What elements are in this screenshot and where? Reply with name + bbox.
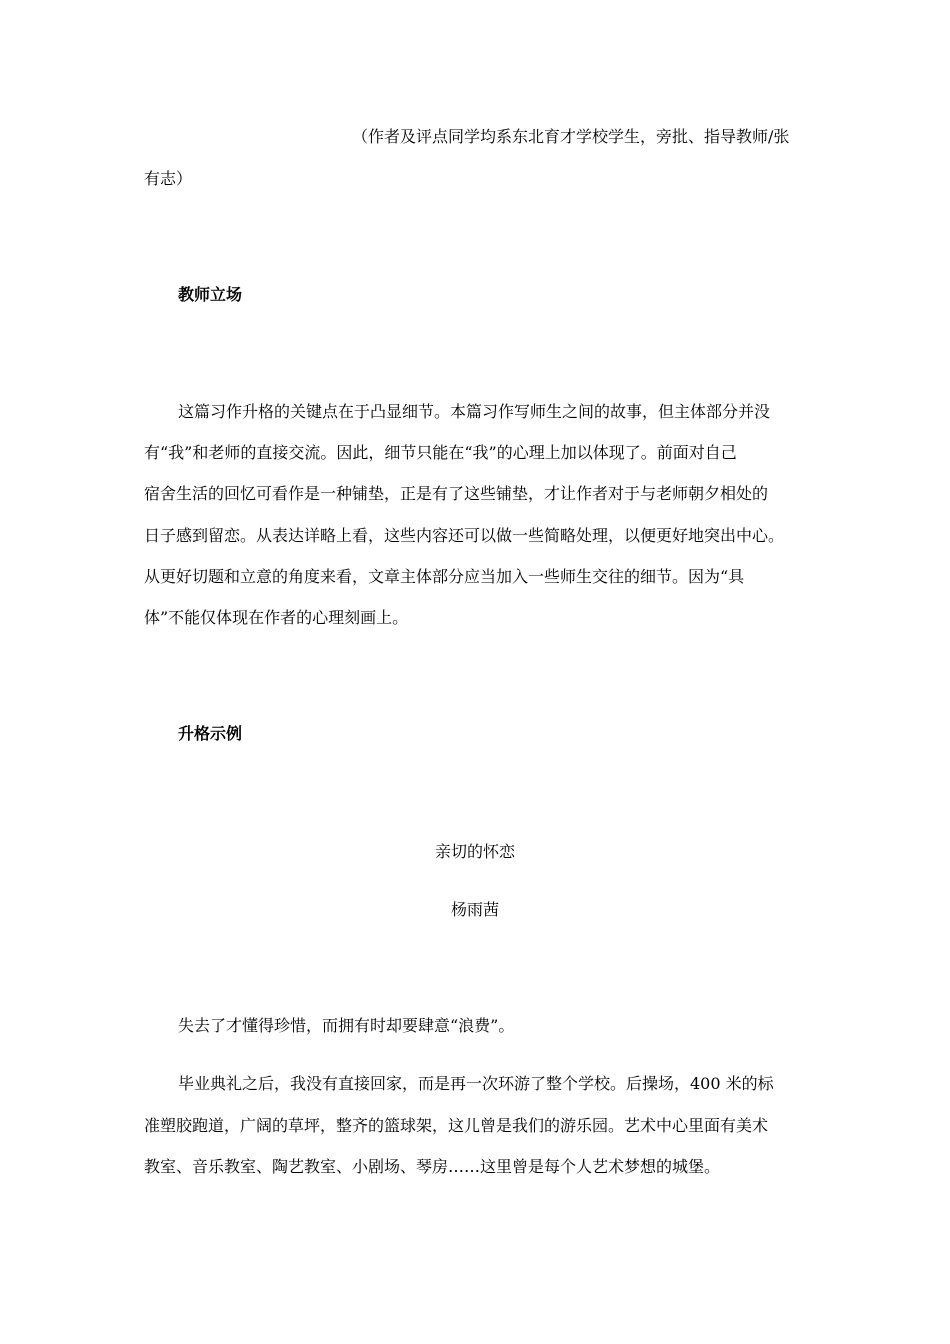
essay-paragraph-line: 教室、音乐教室、陶艺教室、小剧场、琴房……这里曾是每个人艺术梦想的城堡。 [144, 1157, 721, 1176]
example-section-heading: 升格示例 [178, 724, 243, 743]
essay-author: 杨雨茜 [450, 900, 499, 919]
teacher-paragraph-line: 有“我”和老师的直接交流。因此，细节只能在“我”的心理上加以体现了。前面对自己 [144, 443, 737, 462]
teacher-paragraph-line: 日子感到留恋。从表达详略上看，这些内容还可以做一些简略处理，以便更好地突出中心。 [144, 526, 785, 545]
essay-paragraph-1: 失去了才懂得珍惜，而拥有时却要肆意“浪费”。 [178, 1016, 515, 1035]
teacher-paragraph-line: 体”不能仅体现在作者的心理刻画上。 [144, 608, 409, 627]
attribution-line-2: 有志） [144, 169, 193, 188]
essay-paragraph-line: 毕业典礼之后，我没有直接回家，而是再一次环游了整个学校。后操场，400 米的标 [178, 1074, 774, 1093]
teacher-paragraph-line: 这篇习作升格的关键点在于凸显细节。本篇习作写师生之间的故事，但主体部分并没 [178, 402, 771, 421]
teacher-section-heading: 教师立场 [178, 285, 243, 304]
essay-paragraph-line: 准塑胶跑道，广阔的草坪，整齐的篮球架，这儿曾是我们的游乐园。艺术中心里面有美术 [144, 1116, 769, 1135]
teacher-paragraph-line: 宿舍生活的回忆可看作是一种铺垫，正是有了这些铺垫，才让作者对于与老师朝夕相处的 [144, 484, 769, 503]
attribution-line-1: （作者及评点同学均系东北育才学校学生，旁批、指导教师/张 [352, 127, 790, 146]
essay-title: 亲切的怀恋 [434, 842, 515, 861]
teacher-paragraph-line: 从更好切题和立意的角度来看，文章主体部分应当加入一些师生交往的细节。因为“具 [144, 567, 745, 586]
